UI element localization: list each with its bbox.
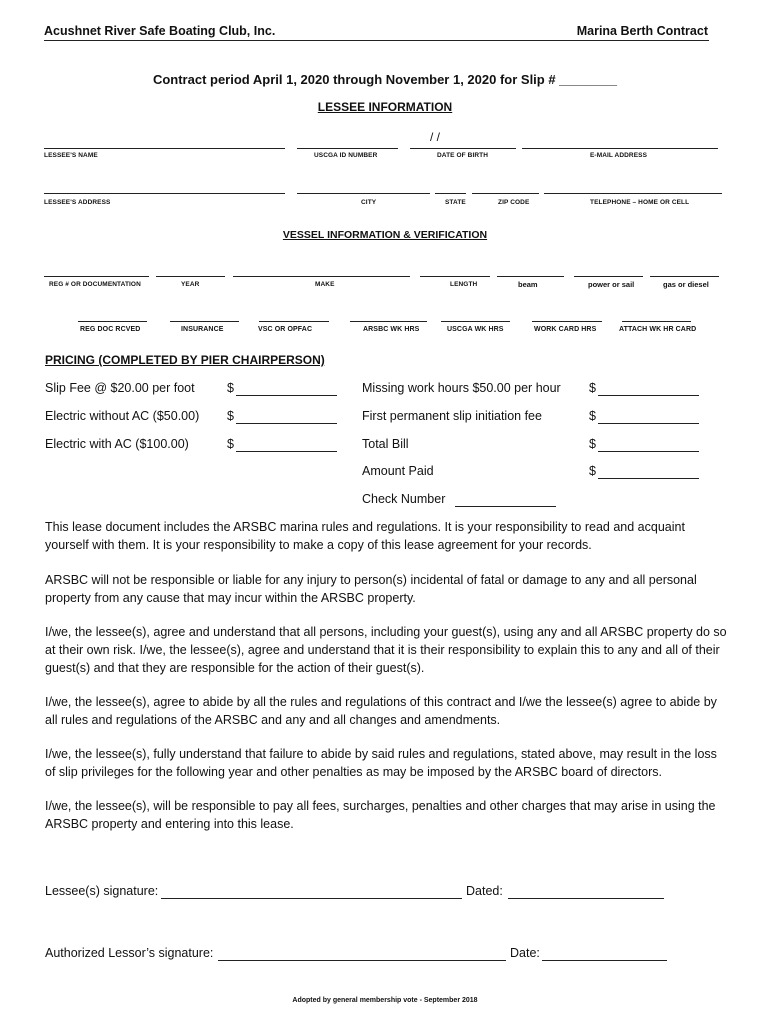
vessel-section-title: VESSEL INFORMATION & VERIFICATION xyxy=(282,229,488,241)
dob-label: DATE OF BIRTH xyxy=(437,152,489,159)
lessor-signature-field[interactable] xyxy=(218,960,506,961)
telephone-field[interactable] xyxy=(544,193,722,194)
dollar-sign: $ xyxy=(589,437,596,451)
zip-field[interactable] xyxy=(472,193,539,194)
arsbc-wk-hrs-field[interactable] xyxy=(350,321,427,322)
lessor-signature-label: Authorized Lessor’s signature: xyxy=(45,946,214,960)
city-label: CITY xyxy=(361,199,377,206)
check-number-field[interactable] xyxy=(455,506,556,507)
lessee-name-field[interactable] xyxy=(44,148,285,149)
email-label: E-MAIL ADDRESS xyxy=(590,152,648,159)
missing-work-hours-field[interactable] xyxy=(598,395,699,396)
terms-paragraph: ARSBC will not be responsible or liable for any injury to person(s) incidental of fatal or damage to any and all personal property from any cause that may incur within the ARSBC property. xyxy=(45,573,697,605)
arsbc-wk-hrs-label: ARSBC WK HRS xyxy=(363,326,420,333)
terms-paragraph: I/we, the lessee(s), will be responsible to pay all fees, surcharges, penalties and other charges that may arise in using the ARSBC property and entering into this lease. xyxy=(45,799,716,831)
gas-diesel-field[interactable] xyxy=(650,276,719,277)
vsc-opfac-label: VSC OR OPFAC xyxy=(258,326,313,333)
address-field[interactable] xyxy=(44,193,285,194)
dollar-sign: $ xyxy=(589,464,596,478)
reg-doc-field[interactable] xyxy=(44,276,149,277)
beam-label: beam xyxy=(518,280,538,289)
reg-doc-label: REG # OR DOCUMENTATION xyxy=(49,281,141,288)
document-type: Marina Berth Contract xyxy=(576,24,708,38)
club-name: Acushnet River Safe Boating Club, Inc. xyxy=(44,24,276,38)
work-card-hrs-field[interactable] xyxy=(532,321,602,322)
length-label: LENGTH xyxy=(450,281,478,288)
dollar-sign: $ xyxy=(227,409,234,423)
vsc-opfac-field[interactable] xyxy=(259,321,329,322)
uscga-id-field[interactable] xyxy=(297,148,398,149)
pricing-title: PRICING (COMPLETED BY PIER CHAIRPERSON) xyxy=(45,353,325,367)
dollar-sign: $ xyxy=(227,437,234,451)
header-rule xyxy=(44,40,709,41)
initiation-fee-field[interactable] xyxy=(598,423,699,424)
slip-fee-label: Slip Fee @ $20.00 per foot xyxy=(45,381,195,395)
date-field[interactable] xyxy=(542,960,667,961)
total-bill-label: Total Bill xyxy=(362,437,409,451)
check-number-label: Check Number xyxy=(362,492,446,506)
city-field[interactable] xyxy=(297,193,430,194)
amount-paid-label: Amount Paid xyxy=(362,464,434,478)
gas-diesel-label: gas or diesel xyxy=(663,280,709,289)
dated-label: Dated: xyxy=(466,884,503,898)
uscga-wk-hrs-field[interactable] xyxy=(441,321,510,322)
beam-field[interactable] xyxy=(497,276,564,277)
footer-note: Adopted by general membership vote - September 2018 xyxy=(292,997,478,1004)
dollar-sign: $ xyxy=(589,381,596,395)
date-label: Date: xyxy=(510,946,540,960)
uscga-id-label: USCGA ID NUMBER xyxy=(314,152,378,159)
electric-with-ac-field[interactable] xyxy=(236,451,337,452)
missing-work-hours-label: Missing work hours $50.00 per hour xyxy=(362,381,561,395)
make-label: MAKE xyxy=(315,281,335,288)
attach-wk-hr-card-label: ATTACH WK HR CARD xyxy=(619,326,697,333)
year-label: YEAR xyxy=(181,281,200,288)
dob-slashes: / / xyxy=(430,130,441,144)
terms-paragraph: This lease document includes the ARSBC marina rules and regulations. It is your responsibility to read and acquaint yourself with them. It is your responsibility to make a copy of this lease agreement for your records. xyxy=(45,520,685,552)
electric-no-ac-label: Electric without AC ($50.00) xyxy=(45,409,200,423)
power-sail-label: power or sail xyxy=(588,280,635,289)
dollar-sign: $ xyxy=(589,409,596,423)
contract-period: Contract period April 1, 2020 through November 1, 2020 for Slip # ________ xyxy=(152,72,618,87)
initiation-fee-label: First permanent slip initiation fee xyxy=(362,409,542,423)
lessee-signature-label: Lessee(s) signature: xyxy=(45,884,159,898)
terms-paragraph: I/we, the lessee(s), fully understand that failure to abide by said rules and regulations, stated above, may result in the loss of slip privileges for the following year and other penalties as may be imposed by the ARSBC board of directors. xyxy=(45,747,717,779)
telephone-label: TELEPHONE – HOME OR CELL xyxy=(590,199,690,206)
state-field[interactable] xyxy=(435,193,466,194)
state-label: STATE xyxy=(445,199,466,206)
dob-field[interactable] xyxy=(410,148,516,149)
terms-paragraph: I/we, the lessee(s), agree and understand that all persons, including your guest(s), using any and all ARSBC property do so at their own risk. I/we, the lessee(s), agree and understand that it is their responsibility to explain this to any and all of their guest(s) and that they are responsible for the action of their guest(s). xyxy=(45,625,727,675)
lessee-section-title: LESSEE INFORMATION xyxy=(317,100,453,114)
terms-paragraph: I/we, the lessee(s), agree to abide by all the rules and regulations of this contract and I/we the lessee(s) agree to abide by all rules and regulations of the ARSBC and any and all changes and amendments. xyxy=(45,695,717,727)
power-sail-field[interactable] xyxy=(574,276,643,277)
address-label: LESSEE'S ADDRESS xyxy=(44,199,111,206)
uscga-wk-hrs-label: USCGA WK HRS xyxy=(447,326,504,333)
year-field[interactable] xyxy=(156,276,225,277)
length-field[interactable] xyxy=(420,276,490,277)
insurance-field[interactable] xyxy=(170,321,239,322)
lessee-signature-field[interactable] xyxy=(161,898,462,899)
lessee-name-label: LESSEE'S NAME xyxy=(44,152,98,159)
make-field[interactable] xyxy=(233,276,410,277)
total-bill-field[interactable] xyxy=(598,451,699,452)
electric-no-ac-field[interactable] xyxy=(236,423,337,424)
insurance-label: INSURANCE xyxy=(181,326,224,333)
reg-doc-rcved-label: REG DOC RCVED xyxy=(80,326,141,333)
electric-with-ac-label: Electric with AC ($100.00) xyxy=(45,437,189,451)
dollar-sign: $ xyxy=(227,381,234,395)
zip-label: ZIP CODE xyxy=(498,199,530,206)
email-field[interactable] xyxy=(522,148,718,149)
dated-field[interactable] xyxy=(508,898,664,899)
slip-fee-field[interactable] xyxy=(236,395,337,396)
amount-paid-field[interactable] xyxy=(598,478,699,479)
reg-doc-rcved-field[interactable] xyxy=(78,321,147,322)
attach-wk-hr-card-field[interactable] xyxy=(622,321,691,322)
work-card-hrs-label: WORK CARD HRS xyxy=(534,326,597,333)
